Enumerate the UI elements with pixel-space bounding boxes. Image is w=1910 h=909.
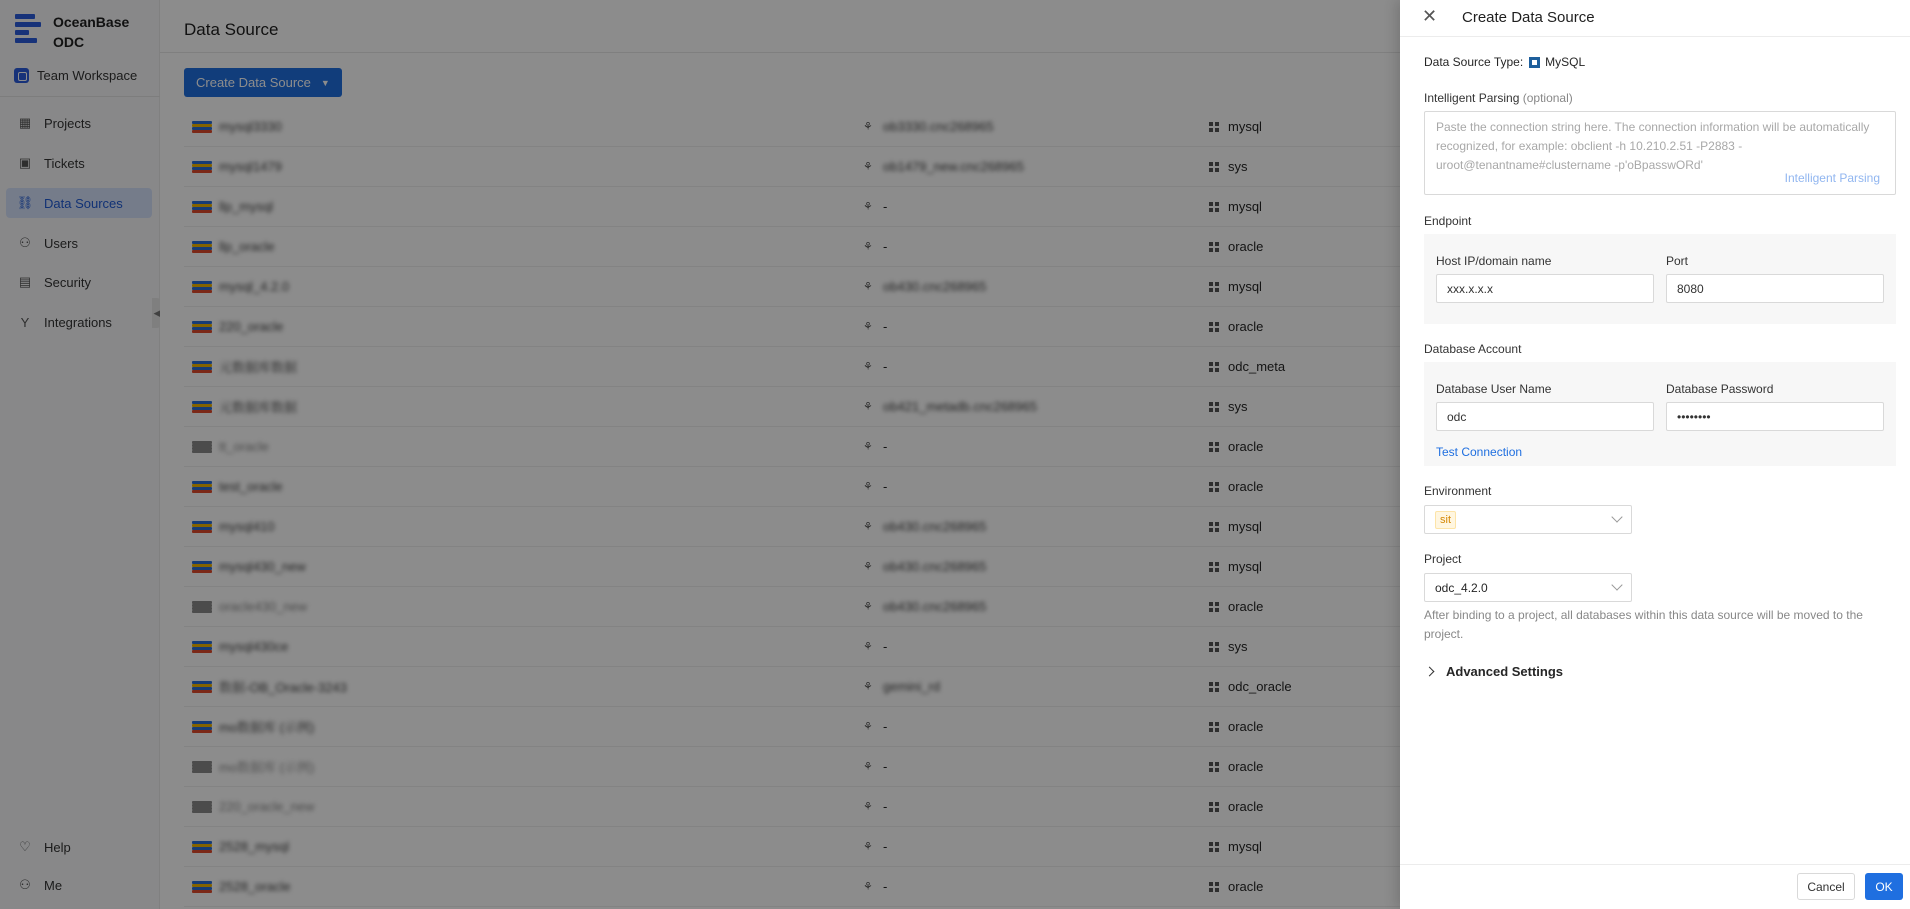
data-source-name[interactable]: mysql430ce — [219, 639, 289, 654]
tickets-icon: ▣ — [18, 155, 32, 170]
brand-line-1: OceanBase — [53, 14, 130, 30]
ok-button[interactable]: OK — [1865, 873, 1903, 900]
tenant-value: mysql — [1228, 199, 1262, 214]
port-label: Port — [1666, 254, 1689, 268]
cluster-icon: ⚘ — [863, 881, 873, 893]
cluster-value: - — [883, 879, 888, 894]
advanced-settings-label: Advanced Settings — [1446, 664, 1564, 679]
cluster-value: ob430.cnc268965 — [883, 279, 987, 294]
port-value: 8080 — [1677, 281, 1704, 296]
data-source-type-value: MySQL — [1545, 55, 1586, 69]
cluster-icon: ⚘ — [863, 841, 873, 853]
cluster-icon: ⚘ — [863, 281, 873, 293]
cluster-value: - — [883, 239, 888, 254]
cluster-icon: ⚘ — [863, 441, 873, 453]
workspace-label: Team Workspace — [37, 68, 138, 83]
collapse-sidebar-button[interactable]: ◀ — [152, 298, 162, 328]
password-value: •••••••• — [1677, 409, 1711, 424]
link-icon: ⛓ — [16, 195, 34, 210]
cluster-icon: ⚘ — [863, 321, 873, 333]
cluster-value: ob430.cnc268965 — [883, 559, 987, 574]
cluster-value: - — [883, 359, 888, 374]
intelligent-parsing-label — [1424, 91, 1573, 105]
brand-line-2: ODC — [53, 34, 85, 50]
cluster-icon: ⚘ — [863, 641, 873, 653]
cluster-value: - — [883, 719, 888, 734]
port-input[interactable] — [1666, 274, 1884, 303]
data-source-name[interactable]: mysql_4.2.0 — [219, 279, 290, 294]
tenant-value: odc_oracle — [1228, 679, 1292, 694]
cluster-icon: ⚘ — [863, 161, 873, 173]
cluster-value: gemini_rd — [883, 679, 941, 694]
mysql-icon — [1529, 57, 1540, 68]
data-source-name[interactable]: llp_oracle — [219, 239, 275, 254]
data-source-name[interactable]: mysql3330 — [219, 119, 282, 134]
username-input[interactable] — [1436, 402, 1654, 431]
data-source-name[interactable]: mysql410 — [219, 519, 275, 534]
lightbulb-icon: ♡ — [19, 839, 31, 854]
projects-icon: ▦ — [18, 115, 32, 130]
page-title: Data Source — [184, 20, 279, 39]
cluster-value: - — [883, 199, 888, 214]
tenant-value: oracle — [1228, 879, 1264, 894]
close-icon[interactable]: ✕ — [1422, 6, 1438, 26]
user-icon: ⚇ — [19, 235, 31, 250]
sidebar-item-label: Data Sources — [44, 195, 123, 211]
tenant-value: oracle — [1228, 759, 1264, 774]
security-icon: ▤ — [18, 274, 32, 289]
tenant-value: sys — [1228, 639, 1248, 654]
tenant-value: mysql — [1228, 519, 1262, 534]
intelligent-parsing-title: Intelligent Parsing — [1424, 91, 1520, 105]
endpoint-panel — [1424, 234, 1896, 324]
drawer-title: Create Data Source — [1462, 9, 1595, 26]
cancel-button[interactable]: Cancel — [1797, 873, 1855, 900]
cluster-value: ob1479_new.cnc268965 — [883, 159, 1024, 174]
project-label: Project — [1424, 552, 1462, 566]
project-value: odc_4.2.0 — [1435, 580, 1488, 595]
cluster-icon: ⚘ — [863, 681, 873, 693]
endpoint-section-title: Endpoint — [1424, 214, 1472, 228]
cluster-icon: ⚘ — [863, 121, 873, 133]
data-source-name[interactable]: mo数据库 (示例) — [219, 720, 315, 735]
data-source-name[interactable]: llp_mysql — [219, 199, 274, 214]
data-source-name[interactable]: mo数据库 (示例) — [219, 760, 315, 775]
host-value: xxx.x.x.x — [1447, 281, 1494, 296]
cluster-value: - — [883, 479, 888, 494]
data-source-name[interactable]: mysql430_new — [219, 559, 306, 574]
cluster-icon: ⚘ — [863, 521, 873, 533]
environment-select[interactable] — [1424, 505, 1632, 534]
advanced-settings-toggle[interactable] — [1424, 664, 1563, 679]
password-input[interactable] — [1666, 402, 1884, 431]
sidebar-item-label: Help — [44, 839, 71, 855]
tenant-value: oracle — [1228, 799, 1264, 814]
drawer-header — [1400, 0, 1910, 37]
cluster-icon: ⚘ — [863, 201, 873, 213]
cluster-icon: ⚘ — [863, 241, 873, 253]
cluster-value: ob421_metadb.cnc268965 — [883, 399, 1037, 414]
data-source-name[interactable]: 2528_mysql — [219, 839, 290, 854]
password-label: Database Password — [1666, 382, 1774, 396]
sidebar-item-label: Me — [44, 877, 63, 893]
cluster-value: - — [883, 439, 888, 454]
sidebar-item-label: Projects — [44, 115, 91, 131]
tenant-value: oracle — [1228, 239, 1264, 254]
data-source-name[interactable]: tt_oracle — [219, 439, 269, 454]
sidebar-item-label: Tickets — [44, 155, 85, 171]
data-source-name[interactable]: 数据-OB_Oracle-3243 — [219, 680, 347, 695]
cluster-icon: ⚘ — [863, 721, 873, 733]
test-connection-link[interactable]: Test Connection — [1436, 445, 1523, 459]
host-label: Host IP/domain name — [1436, 254, 1552, 268]
tenant-value: mysql — [1228, 839, 1262, 854]
data-source-name[interactable]: 元数据库数据 — [219, 400, 298, 415]
connection-string-placeholder: Paste the connection string here. The connection information will be automatically recognized, for example: obclient -h 10.210.2.51 -P2883 -uroot@tenantname#clustername -p'oBpasswORd' — [1436, 120, 1870, 172]
tenant-value: oracle — [1228, 319, 1264, 334]
sidebar-item-label: Users — [44, 235, 78, 251]
chevron-right-icon — [1425, 667, 1435, 677]
tenant-value: mysql — [1228, 119, 1262, 134]
tenant-value: oracle — [1228, 599, 1264, 614]
environment-label: Environment — [1424, 484, 1492, 498]
data-source-name[interactable]: 220_oracle_new — [219, 799, 315, 814]
tenant-value: oracle — [1228, 479, 1264, 494]
database-account-section-title: Database Account — [1424, 342, 1522, 356]
data-source-name[interactable]: test_oracle — [219, 479, 283, 494]
cluster-value: ob3330.cnc268965 — [883, 119, 994, 134]
host-input[interactable] — [1436, 274, 1654, 303]
sidebar-item-label: Security — [44, 274, 91, 290]
data-source-name[interactable]: 2528_oracle — [219, 879, 291, 894]
cluster-value: ob430.cnc268965 — [883, 519, 987, 534]
integration-icon: Y — [20, 314, 30, 330]
username-value: odc — [1447, 409, 1467, 424]
cluster-value: ob430.cnc268965 — [883, 599, 987, 614]
data-source-type-label: Data Source Type: — [1424, 55, 1524, 69]
tenant-value: oracle — [1228, 719, 1264, 734]
create-data-source-label: Create Data Source — [196, 75, 311, 90]
cluster-icon: ⚘ — [863, 361, 873, 373]
tenant-value: sys — [1228, 159, 1248, 174]
cluster-icon: ⚘ — [863, 401, 873, 413]
environment-tag: sit — [1435, 511, 1456, 529]
project-help-text: After binding to a project, all databases within this data source will be moved to the project. — [1424, 608, 1863, 641]
cluster-value: - — [883, 839, 888, 854]
intelligent-parsing-link[interactable]: Intelligent Parsing — [1784, 171, 1880, 185]
cluster-icon: ⚘ — [863, 561, 873, 573]
optional-hint: (optional) — [1522, 91, 1573, 105]
tenant-value: mysql — [1228, 559, 1262, 574]
chevron-down-icon: ▼ — [320, 77, 330, 88]
tenant-value: oracle — [1228, 439, 1264, 454]
cluster-icon: ⚘ — [863, 481, 873, 493]
data-source-name[interactable]: oracle430_new — [219, 599, 308, 614]
cluster-value: - — [883, 759, 888, 774]
cluster-value: - — [883, 319, 888, 334]
sidebar-item-label: Integrations — [44, 314, 112, 330]
data-source-name[interactable]: 元数据库数据 — [219, 360, 298, 375]
cluster-value: - — [883, 639, 888, 654]
drawer-footer — [1400, 864, 1910, 909]
tenant-value: odc_meta — [1228, 359, 1286, 374]
create-data-source-drawer — [1400, 0, 1910, 909]
chevron-down-icon — [1611, 511, 1622, 522]
data-source-type — [1424, 55, 1585, 69]
cluster-icon: ⚘ — [863, 761, 873, 773]
data-source-name[interactable]: mysql1479 — [219, 159, 282, 174]
tenant-value: sys — [1228, 399, 1248, 414]
cluster-value: - — [883, 799, 888, 814]
connection-string-textarea[interactable] — [1424, 111, 1896, 195]
data-source-name[interactable]: 220_oracle — [219, 319, 284, 334]
chevron-down-icon — [1611, 579, 1622, 590]
cluster-icon: ⚘ — [863, 801, 873, 813]
tenant-value: mysql — [1228, 279, 1262, 294]
project-select[interactable] — [1424, 573, 1632, 602]
user-icon: ⚇ — [19, 877, 31, 892]
username-label: Database User Name — [1436, 382, 1552, 396]
cluster-icon: ⚘ — [863, 601, 873, 613]
